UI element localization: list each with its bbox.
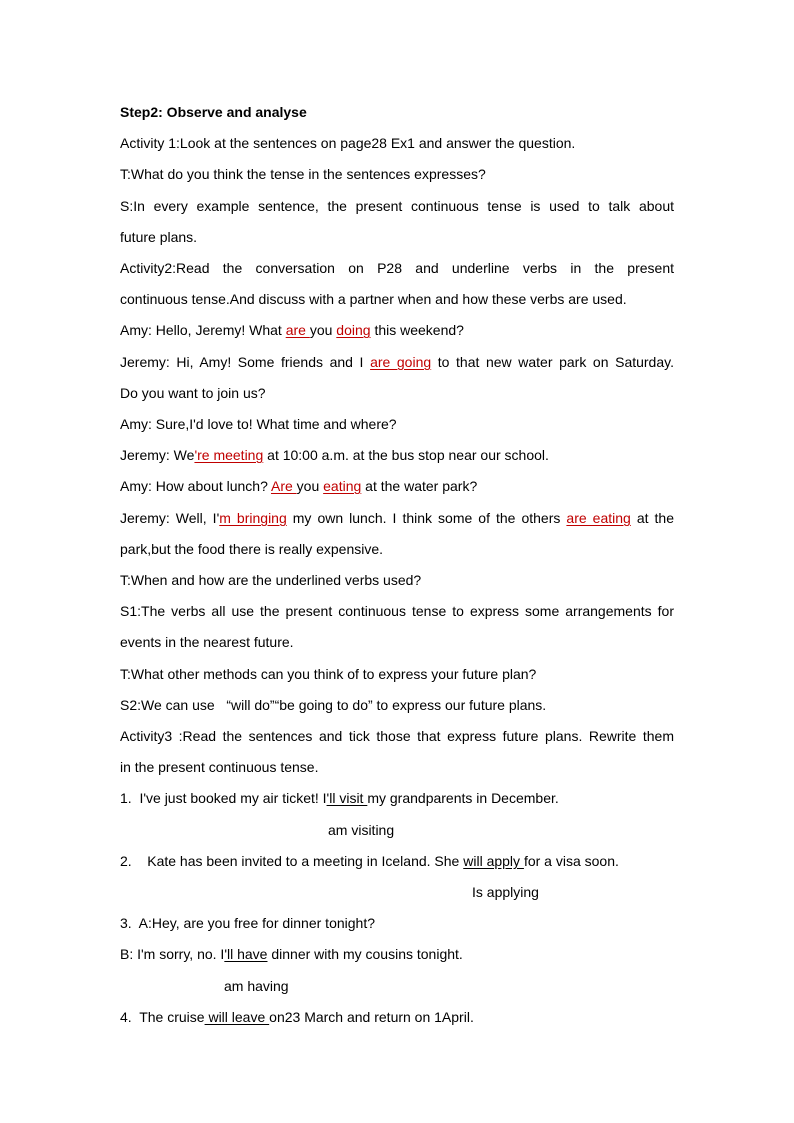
text: Jeremy: Well, I' <box>120 510 220 526</box>
text: this weekend? <box>370 322 464 338</box>
rewrite-answer-3: am having <box>224 978 289 994</box>
underlined-verb: are going <box>370 354 432 370</box>
text: B: I'm sorry, no. I <box>120 946 225 962</box>
teacher-question-2: T:When and how are the underlined verbs used? <box>120 572 422 588</box>
underlined-verb: are <box>285 322 310 338</box>
text: Amy: Hello, Jeremy! What <box>120 322 286 338</box>
conversation-line-1 <box>120 321 674 339</box>
underlined-phrase: will apply <box>463 853 524 869</box>
underlined-phrase: 'll have <box>224 946 268 962</box>
activity-3-instruction-line1: Activity3 :Read the sentences and tick those that express future plans. Rewrite them <box>120 728 674 744</box>
teacher-question-1: T:What do you think the tense in the sentences expresses? <box>120 166 486 182</box>
student-answer-2-line2: events in the nearest future. <box>120 634 294 650</box>
activity-2-instruction-line1: Activity2:Read the conversation on P28 and underline verbs in the present <box>120 260 674 276</box>
underlined-verb: are eating <box>566 510 631 526</box>
conversation-line-4 <box>120 446 674 464</box>
exercise-item-2 <box>120 852 674 870</box>
student-answer-3: S2:We can use “will do”“be going to do” to express our future plans. <box>120 697 547 713</box>
underlined-verb: m bringing <box>219 510 287 526</box>
student-answer-1-line2: future plans. <box>120 229 198 245</box>
activity-1-instruction: Activity 1:Look at the sentences on page28 Ex1 and answer the question. <box>120 135 576 151</box>
exercise-item-3: 3. A:Hey, are you free for dinner tonight? <box>120 915 376 931</box>
text: you <box>296 478 324 494</box>
conversation-line-3: Amy: Sure,I'd love to! What time and where? <box>120 416 397 432</box>
section-heading: Step2: Observe and analyse <box>120 104 307 120</box>
text: at the water park? <box>361 478 478 494</box>
text: at the <box>630 510 674 526</box>
text: for a visa soon. <box>523 853 619 869</box>
underlined-verb: doing <box>336 322 371 338</box>
underlined-phrase: 'll visit <box>326 790 368 806</box>
rewrite-answer-2: Is applying <box>472 884 539 900</box>
teacher-question-3: T:What other methods can you think of to express your future plan? <box>120 666 537 682</box>
student-answer-1-line1: S:In every example sentence, the present continuous tense is used to talk about <box>120 198 674 214</box>
conversation-line-6 <box>120 509 674 527</box>
text: you <box>309 322 337 338</box>
student-answer-2-line1: S1:The verbs all use the present continuous tense to express some arrangements for <box>120 603 674 619</box>
text: Amy: How about lunch? <box>120 478 271 494</box>
text: 1. I've just booked my air ticket! I <box>120 790 327 806</box>
underlined-phrase: will leave <box>204 1009 270 1025</box>
conversation-line-2b: Do you want to join us? <box>120 385 266 401</box>
text: dinner with my cousins tonight. <box>267 946 463 962</box>
activity-2-instruction-line2: continuous tense.And discuss with a partner when and how these verbs are used. <box>120 291 627 307</box>
underlined-verb: Are <box>270 478 297 494</box>
text: to that new water park on Saturday. <box>431 354 674 370</box>
text: on23 March and return on 1April. <box>269 1009 474 1025</box>
conversation-line-6b: park,but the food there is really expensive. <box>120 541 384 557</box>
conversation-line-5 <box>120 477 674 495</box>
exercise-item-3-reply <box>120 945 674 963</box>
text: my grandparents in December. <box>367 790 559 806</box>
text: at 10:00 a.m. at the bus stop near our school. <box>263 447 549 463</box>
text: 2. Kate has been invited to a meeting in Iceland. She <box>120 853 464 869</box>
rewrite-answer-1: am visiting <box>328 822 395 838</box>
exercise-item-1 <box>120 789 674 807</box>
text: 4. The cruise <box>120 1009 205 1025</box>
conversation-line-2 <box>120 353 674 371</box>
text: Jeremy: We <box>120 447 195 463</box>
text: Jeremy: Hi, Amy! Some friends and I <box>120 354 371 370</box>
underlined-verb: 're meeting <box>194 447 264 463</box>
exercise-item-4 <box>120 1008 674 1026</box>
text: my own lunch. I think some of the others <box>286 510 567 526</box>
activity-3-instruction-line2: in the present continuous tense. <box>120 759 319 775</box>
underlined-verb: eating <box>323 478 362 494</box>
